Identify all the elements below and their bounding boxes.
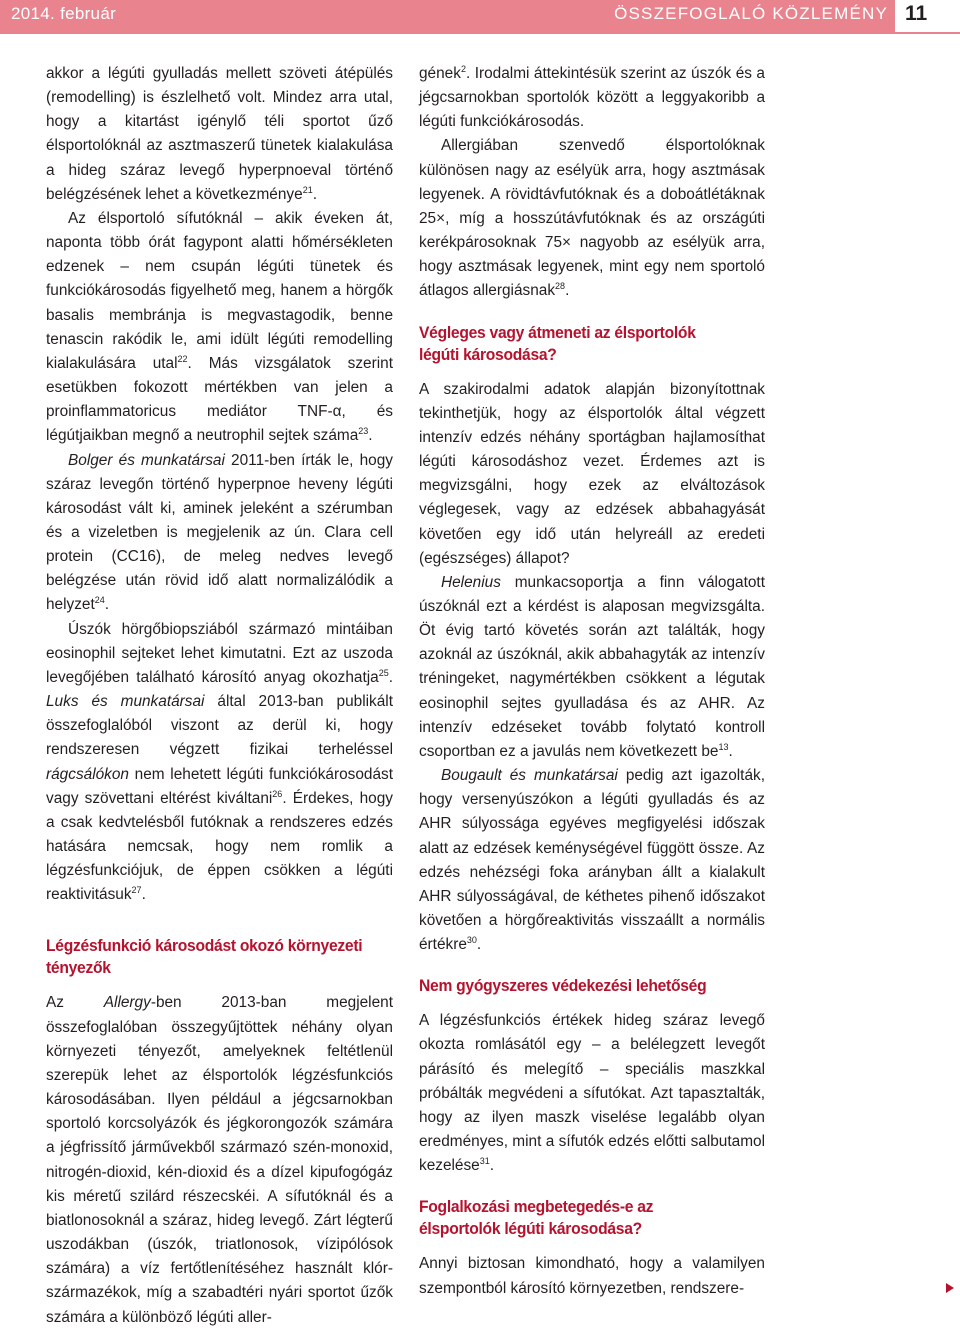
paragraph: Az élsportoló sífutóknál – akik éveken át, naponta több órát fagypont alatti hőmérsékleten edzenek – nem csupán légúti tünetek és funkciókárosodás figyelhető meg, hanem a hörgők basalis membránja is megvastagodik, benne tenascin rakódik le, ami idült légúti remodelling kialakulására utal$^{22}$. Más vizsgálatok szerint esetükben fokozott mértékben van jelen a proinflammatoricus mediátor TNF-α, és légútjaikban megnő a neutrophil sejtek száma$^{23}$.	[46, 209, 393, 445]
paragraph: Annyi biztosan kimondható, hogy a valamilyen szempontból károsító környezetben, rendszere-	[419, 1255, 765, 1297]
reference: 27	[131, 885, 142, 896]
reference: 26	[272, 788, 283, 799]
paragraph: Bougault és munkatársai pedig azt igazolták, hogy versenyúszókon a légúti gyulladás és az AHR súlyossága egyéves megfigyelési időszak alatt az edzések keménységével függött össze. Az edzés nehézségi foka arányban állt a kialakult AHR súlyosságával, de kéthetes pihenő időszakot követően a hörgőreaktivitás visszaállt a normális értékre$^{30}$.	[419, 767, 765, 954]
paragraph: Az Allergy-ben 2013-ban megjelent összefoglalóban összegyűjtöttek néhány olyan környezeti tényezőt, amelyeknek feltétlenül szerepük lehet az élsportolók légzésfunkciós károsodásában. Ilyen például a jégcsarnokban sportoló korcsolyázók és jégkorongozók számára a jégfrissítő járművekből származó szén-monoxid, nitrogén-dioxid, kén-dioxid és a dízel kipufogógáz kis méretű szilárd részecskéi. A sífutóknál és a biatlonosoknál a száraz, hideg levegő. Zárt légterű uszodákban (úszók, triatlonosok, vízipólósok számára) a víz fertőtlenítéséhez használt klór-származékok, míg a szabadtéri nyári sportot űzők számára a különböző légúti aller-	[46, 994, 393, 1326]
reference: 22	[177, 353, 188, 364]
reference: 24	[94, 595, 105, 606]
reference: 25	[378, 667, 389, 678]
section-heading: Foglalkozási megbetegedés-e az élsportolók légúti károsodása?	[419, 1197, 654, 1239]
paragraph: akkor a légúti gyulladás mellett szöveti átépülés (remodelling) is észlelhető volt. Mindez arra utal, hogy a kitartást igénylő téli sportot űző élsportolóknál az asztmaszerű tünetek kialakulása a hideg száraz levegő hyperpnoeval történő belégzésének lehet a következménye$^{21}$.	[46, 65, 393, 203]
reference: 28	[555, 281, 566, 292]
reference: 2	[460, 63, 466, 74]
header-rule	[0, 32, 960, 34]
reference: 31	[479, 1156, 490, 1167]
paragraph: Úszók hörgőbiopsziából származó mintáiban eosinophil sejteket lehet kimutatni. Ezt az uszoda levegőjében található károsító anyag okozhatja$^{25}$. Luks és munkatársai által 2013-ban publikált összefoglalóból viszont az derül ki, hogy rendszeresen végzett fizikai terheléssel rágcsálókon nem lehetett légúti funkciókárosodást vagy szövettani eltérést kiváltani$^{26}$. Érdekes, hogy a csak kedvtelésből futóknak a rendszeres edzés hatására nemcsak, hogy nem romlik a légzésfunkciójuk, de éppen csökken a légúti reaktivitásuk$^{27}$.	[46, 620, 393, 904]
paragraph: Allergiában szenvedő élsportolóknak különösen nagy az esélyük arra, hogy asztmásak legyenek. A rövidtávfutóknak és a doboátlétáknak 25×, míg a hosszútávfutóknak és az országúti kerékpárosoknak 75× nagyobb az esélyük arra, hogy asztmásak legyenek, mint egy nem sportoló átlagos allergiásnak$^{28}$.	[419, 137, 765, 300]
reference: 30	[466, 935, 477, 946]
paragraph: A szakirodalmi adatok alapján bizonyítottnak tekinthetjük, hogy az élsportolók által végzett intenzív edzés néhány sportágban hajlamosíthat légúti károsodáshoz vezet. Érdemes azt is megvizsgálni, hogy ezek az elváltozások véglegesek, vagy az edzések abbahagyását követően egy idő után helyreáll az eredeti (egészséges) állapot?	[419, 380, 765, 567]
paragraph: A légzésfunkciós értékek hideg száraz levegő okozta romlásától egy – a belélegzett levegőt párásító és melegítő – speciális maszkkal próbálták megvédeni a sífutókat. Azt tapasztalták, hogy az ilyen maszk viselése legalább olyan eredményes, mint a sífutók edzés előtti salbutamol kezelése$^{31}$.	[419, 1012, 765, 1175]
issue-date: 2014. február	[11, 4, 117, 23]
section-heading: Légzésfunkció károsodást okozó környezeti tényezők	[46, 936, 363, 978]
paragraph: gének$^2$. Irodalmi áttekintésük szerint az úszók és a jégcsarnokban sportolók között a leggyakoribb a légúti funkciókárosodás.	[419, 63, 765, 131]
left-column	[46, 62, 393, 1330]
page-number: 11	[905, 2, 928, 25]
reference: 21	[302, 184, 313, 195]
page-header	[0, 0, 960, 34]
continue-arrow-icon	[946, 1283, 954, 1293]
reference: 13	[718, 741, 729, 752]
right-column	[419, 62, 765, 1301]
section-heading: Végleges vagy átmeneti az élsportolók légúti károsodása?	[419, 322, 696, 364]
section-title: ÖSSZEFOGLALÓ KÖZLEMÉNY	[614, 4, 888, 23]
paragraph: Bolger és munkatársai 2011-ben írták le, hogy száraz levegőn történő hyperpnoe heveny légúti károsodást vált ki, aminek jeleként a szérumban és a vizeletben is megjelenik az ún. Clara cell protein (CC16), de meleg nedves levegő belégzése után rövid idő alatt normalizálódik a helyzet$^{24}$.	[46, 451, 393, 614]
paragraph: Helenius munkacsoportja a finn válogatott úszóknál ezt a kérdést is alaposan megvizsgálta. Öt évig tartó követés során azt találták, hogy azoknál az úszóknál, akik abbahagyták az intenzív tréningeket, nagymértékben csökkent a légutak eosinophil sejtes gyulladása és az AHR. Az intenzív edzéseket tovább folytató kontroll csoportban ez a javulás nem következett $be^{13}$.	[419, 573, 765, 760]
reference: 23	[358, 426, 369, 437]
section-heading: Nem gyógyszeres védekezési lehetőség	[419, 976, 707, 996]
